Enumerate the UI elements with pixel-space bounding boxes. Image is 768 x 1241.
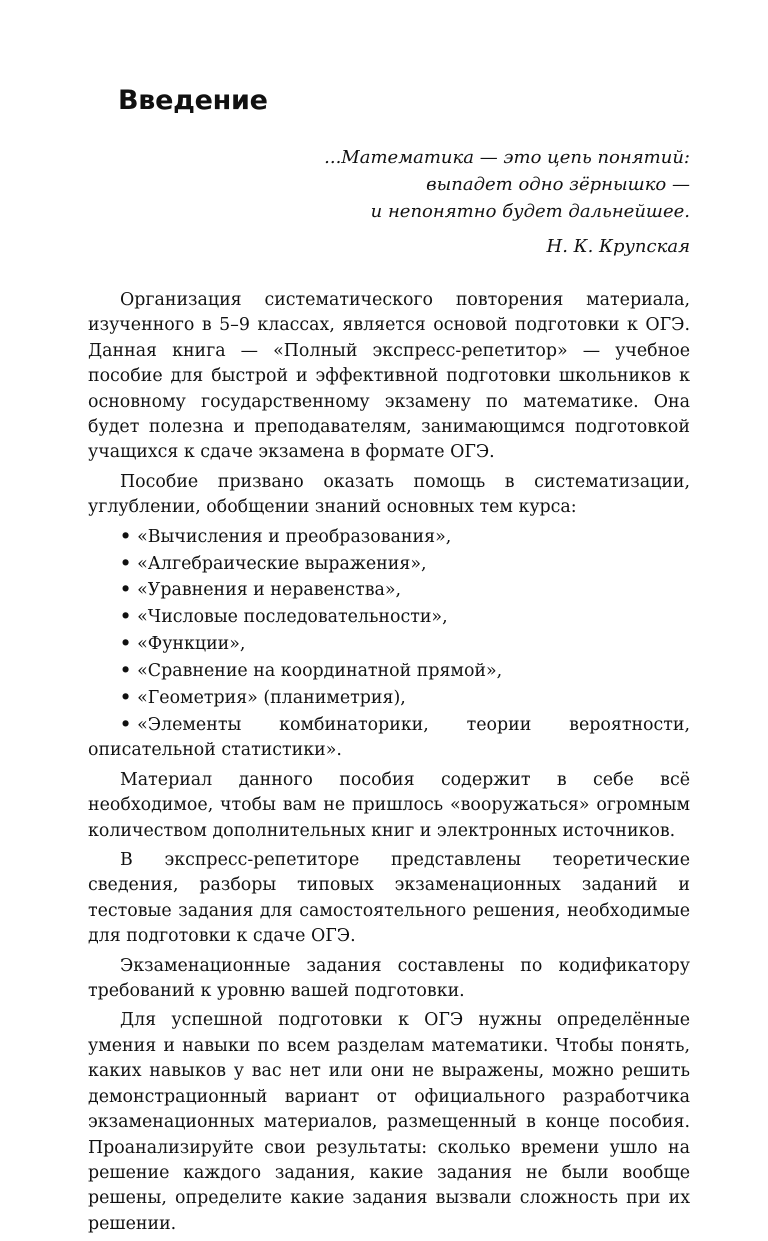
list-item	[88, 632, 690, 657]
paragraph: Материал данного пособия содержит в себе всё необходимое, чтобы вам не пришлось «вооружаться» огромным количеством дополнительных книг и электронных источников.	[88, 769, 690, 841]
list-item-text: «Функции»,	[137, 634, 246, 655]
list-item	[88, 659, 690, 684]
paragraph: Организация систематического повторения материала, изученного в 5–9 классах, является основой подготовки к ОГЭ. Данная книга — «Полный экспресс-репетитор» — учебное пособие для быстрой и эффективной подготовки школьников к основному государственному экзамену по математике. Она будет полезна и преподавателям, занимающимся подготовкой учащихся к сдаче экзамена в формате ОГЭ.	[88, 290, 690, 463]
list-item-text: «Вычисления и преобразования»,	[137, 526, 452, 547]
paragraph: Для успешной подготовки к ОГЭ нужны определённые умения и навыки по всем разделам математики. Чтобы понять, каких навыков у вас нет или они не выражены, можно решить демонстрационный вариант от официального разработчика экзаменационных материалов, размещенный в конце пособия. Проанализируйте свои результаты: сколько времени ушло на решение каждого задания, какие задания не были вообще решены, определите какие задания вызвали сложность при их решении.	[88, 1010, 690, 1234]
bullet-icon: •	[120, 715, 132, 735]
list-item	[88, 552, 690, 577]
page-title: Введение	[118, 85, 268, 116]
topic-list	[88, 525, 690, 764]
list-item-text: «Элементы комбинаторики, теории вероятности, описательной статистики».	[88, 715, 690, 761]
list-item-text: «Алгебраические выражения»,	[137, 553, 427, 574]
bullet-icon: •	[120, 580, 132, 601]
body-text	[88, 288, 690, 1237]
list-item-text: «Числовые последовательности»,	[137, 607, 448, 628]
epigraph	[88, 144, 690, 260]
bullet-icon: •	[120, 688, 132, 709]
bullet-icon: •	[120, 553, 132, 574]
paragraph: Экзаменационные задания составлены по кодификатору требований к уровню вашей подготовки.	[88, 955, 690, 1002]
epigraph-line: ...Математика — это цепь понятий:	[324, 147, 690, 168]
epigraph-line: и непонятно будет дальнейшее.	[370, 201, 690, 222]
bullet-icon: •	[120, 634, 132, 655]
list-item	[88, 578, 690, 603]
list-item-text: «Геометрия» (планиметрия),	[137, 688, 406, 709]
list-item-text: «Уравнения и неравенства»,	[137, 580, 402, 601]
epigraph-line: выпадет одно зёрнышко —	[426, 174, 690, 195]
page	[88, 84, 690, 1241]
bullet-icon: •	[120, 661, 132, 682]
list-item	[88, 713, 690, 764]
list-item	[88, 605, 690, 630]
paragraph: В экспресс-репетиторе представлены теоретические сведения, разборы типовых экзаменационных заданий и тестовые задания для самостоятельного решения, необходимые для подготовки к сдаче ОГЭ.	[88, 850, 690, 947]
epigraph-author: Н. К. Крупская	[546, 236, 690, 257]
bullet-icon: •	[120, 607, 132, 628]
list-item	[88, 525, 690, 550]
paragraph: Пособие призвано оказать помощь в систематизации, углублении, обобщении знаний основных тем курса:	[88, 471, 690, 518]
bullet-icon: •	[120, 526, 132, 547]
list-item-text: «Сравнение на координатной прямой»,	[137, 661, 503, 682]
list-item	[88, 686, 690, 711]
